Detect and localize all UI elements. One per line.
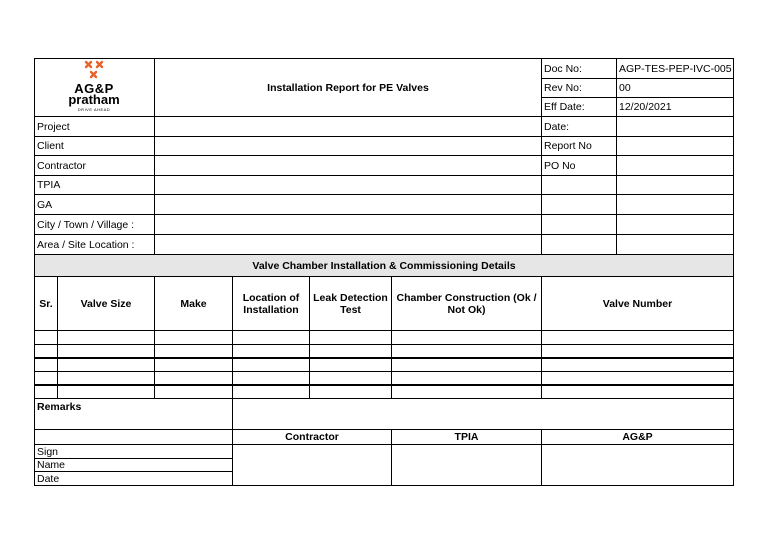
col-chamber-construction: Chamber Construction (Ok / Not Ok)	[391, 276, 542, 331]
table-cell[interactable]	[309, 357, 392, 372]
col-valve-number: Valve Number	[541, 276, 734, 331]
table-cell[interactable]	[391, 384, 542, 399]
table-cell[interactable]	[541, 384, 734, 399]
table-cell[interactable]	[57, 330, 155, 345]
info-right-value-field[interactable]	[616, 116, 734, 137]
table-cell[interactable]	[541, 357, 734, 372]
eff-date-value: 12/20/2021	[616, 97, 734, 117]
table-cell[interactable]	[34, 330, 58, 345]
info-right-label	[541, 175, 617, 195]
info-label: TPIA	[34, 175, 155, 195]
info-label: Contractor	[34, 155, 155, 176]
info-right-label	[541, 194, 617, 215]
remarks-label: Remarks	[34, 398, 233, 430]
info-value-field[interactable]	[154, 136, 542, 156]
info-right-label: Report No	[541, 136, 617, 156]
table-cell[interactable]	[154, 384, 233, 399]
info-right-value-field[interactable]	[616, 155, 734, 176]
info-label: Area / Site Location :	[34, 234, 155, 255]
name-label: Name	[34, 458, 233, 472]
table-cell[interactable]	[34, 384, 58, 399]
report-title: Installation Report for PE Valves	[154, 58, 542, 117]
tpia-sign-field[interactable]	[391, 444, 542, 486]
info-label: City / Town / Village :	[34, 214, 155, 235]
table-cell[interactable]	[57, 357, 155, 372]
info-right-label: Date:	[541, 116, 617, 137]
logo-mark-icon	[82, 60, 106, 82]
signoff-tpia: TPIA	[391, 429, 542, 445]
table-cell[interactable]	[57, 384, 155, 399]
remarks-field[interactable]	[232, 398, 734, 430]
eff-date-label: Eff Date:	[541, 97, 617, 117]
table-cell[interactable]	[232, 330, 310, 345]
doc-no-value: AGP-TES-PEP-IVC-005	[616, 58, 734, 79]
info-right-value-field[interactable]	[616, 194, 734, 215]
signoff-blank	[34, 429, 233, 445]
table-cell[interactable]	[391, 330, 542, 345]
info-value-field[interactable]	[154, 175, 542, 195]
info-right-label: PO No	[541, 155, 617, 176]
table-cell[interactable]	[541, 330, 734, 345]
rev-no-value: 00	[616, 78, 734, 98]
doc-no-label: Doc No:	[541, 58, 617, 79]
info-right-value-field[interactable]	[616, 136, 734, 156]
info-right-label	[541, 234, 617, 255]
info-value-field[interactable]	[154, 155, 542, 176]
agp-pratham-logo	[34, 58, 154, 116]
rev-no-label: Rev No:	[541, 78, 617, 98]
table-cell[interactable]	[154, 330, 233, 345]
table-cell[interactable]	[391, 357, 542, 372]
table-cell[interactable]	[232, 384, 310, 399]
table-cell[interactable]	[309, 384, 392, 399]
info-right-value-field[interactable]	[616, 214, 734, 235]
section-title: Valve Chamber Installation & Commissioning Details	[34, 254, 734, 277]
col-valve-size: Valve Size	[57, 276, 155, 331]
table-cell[interactable]	[232, 357, 310, 372]
agp-sign-field[interactable]	[541, 444, 734, 486]
logo-brand: AG&P	[74, 81, 114, 96]
col-sr: Sr.	[34, 276, 58, 331]
info-value-field[interactable]	[154, 116, 542, 137]
info-value-field[interactable]	[154, 234, 542, 255]
signoff-agp: AG&P	[541, 429, 734, 445]
table-cell[interactable]	[34, 357, 58, 372]
table-cell[interactable]	[154, 357, 233, 372]
info-right-value-field[interactable]	[616, 175, 734, 195]
info-label: Client	[34, 136, 155, 156]
contractor-sign-field[interactable]	[232, 444, 392, 486]
sign-label: Sign	[34, 444, 233, 459]
logo-tagline: DRIVE AHEAD	[77, 107, 111, 112]
col-leak-detection: Leak Detection Test	[309, 276, 392, 331]
col-location: Location of Installation	[232, 276, 310, 331]
info-right-value-field[interactable]	[616, 234, 734, 255]
info-right-label	[541, 214, 617, 235]
info-label: Project	[34, 116, 155, 137]
logo-name: pratham	[68, 92, 120, 107]
table-cell[interactable]	[309, 330, 392, 345]
col-make: Make	[154, 276, 233, 331]
info-value-field[interactable]	[154, 194, 542, 215]
date-label: Date	[34, 471, 233, 486]
info-label: GA	[34, 194, 155, 215]
info-value-field[interactable]	[154, 214, 542, 235]
signoff-contractor: Contractor	[232, 429, 392, 445]
